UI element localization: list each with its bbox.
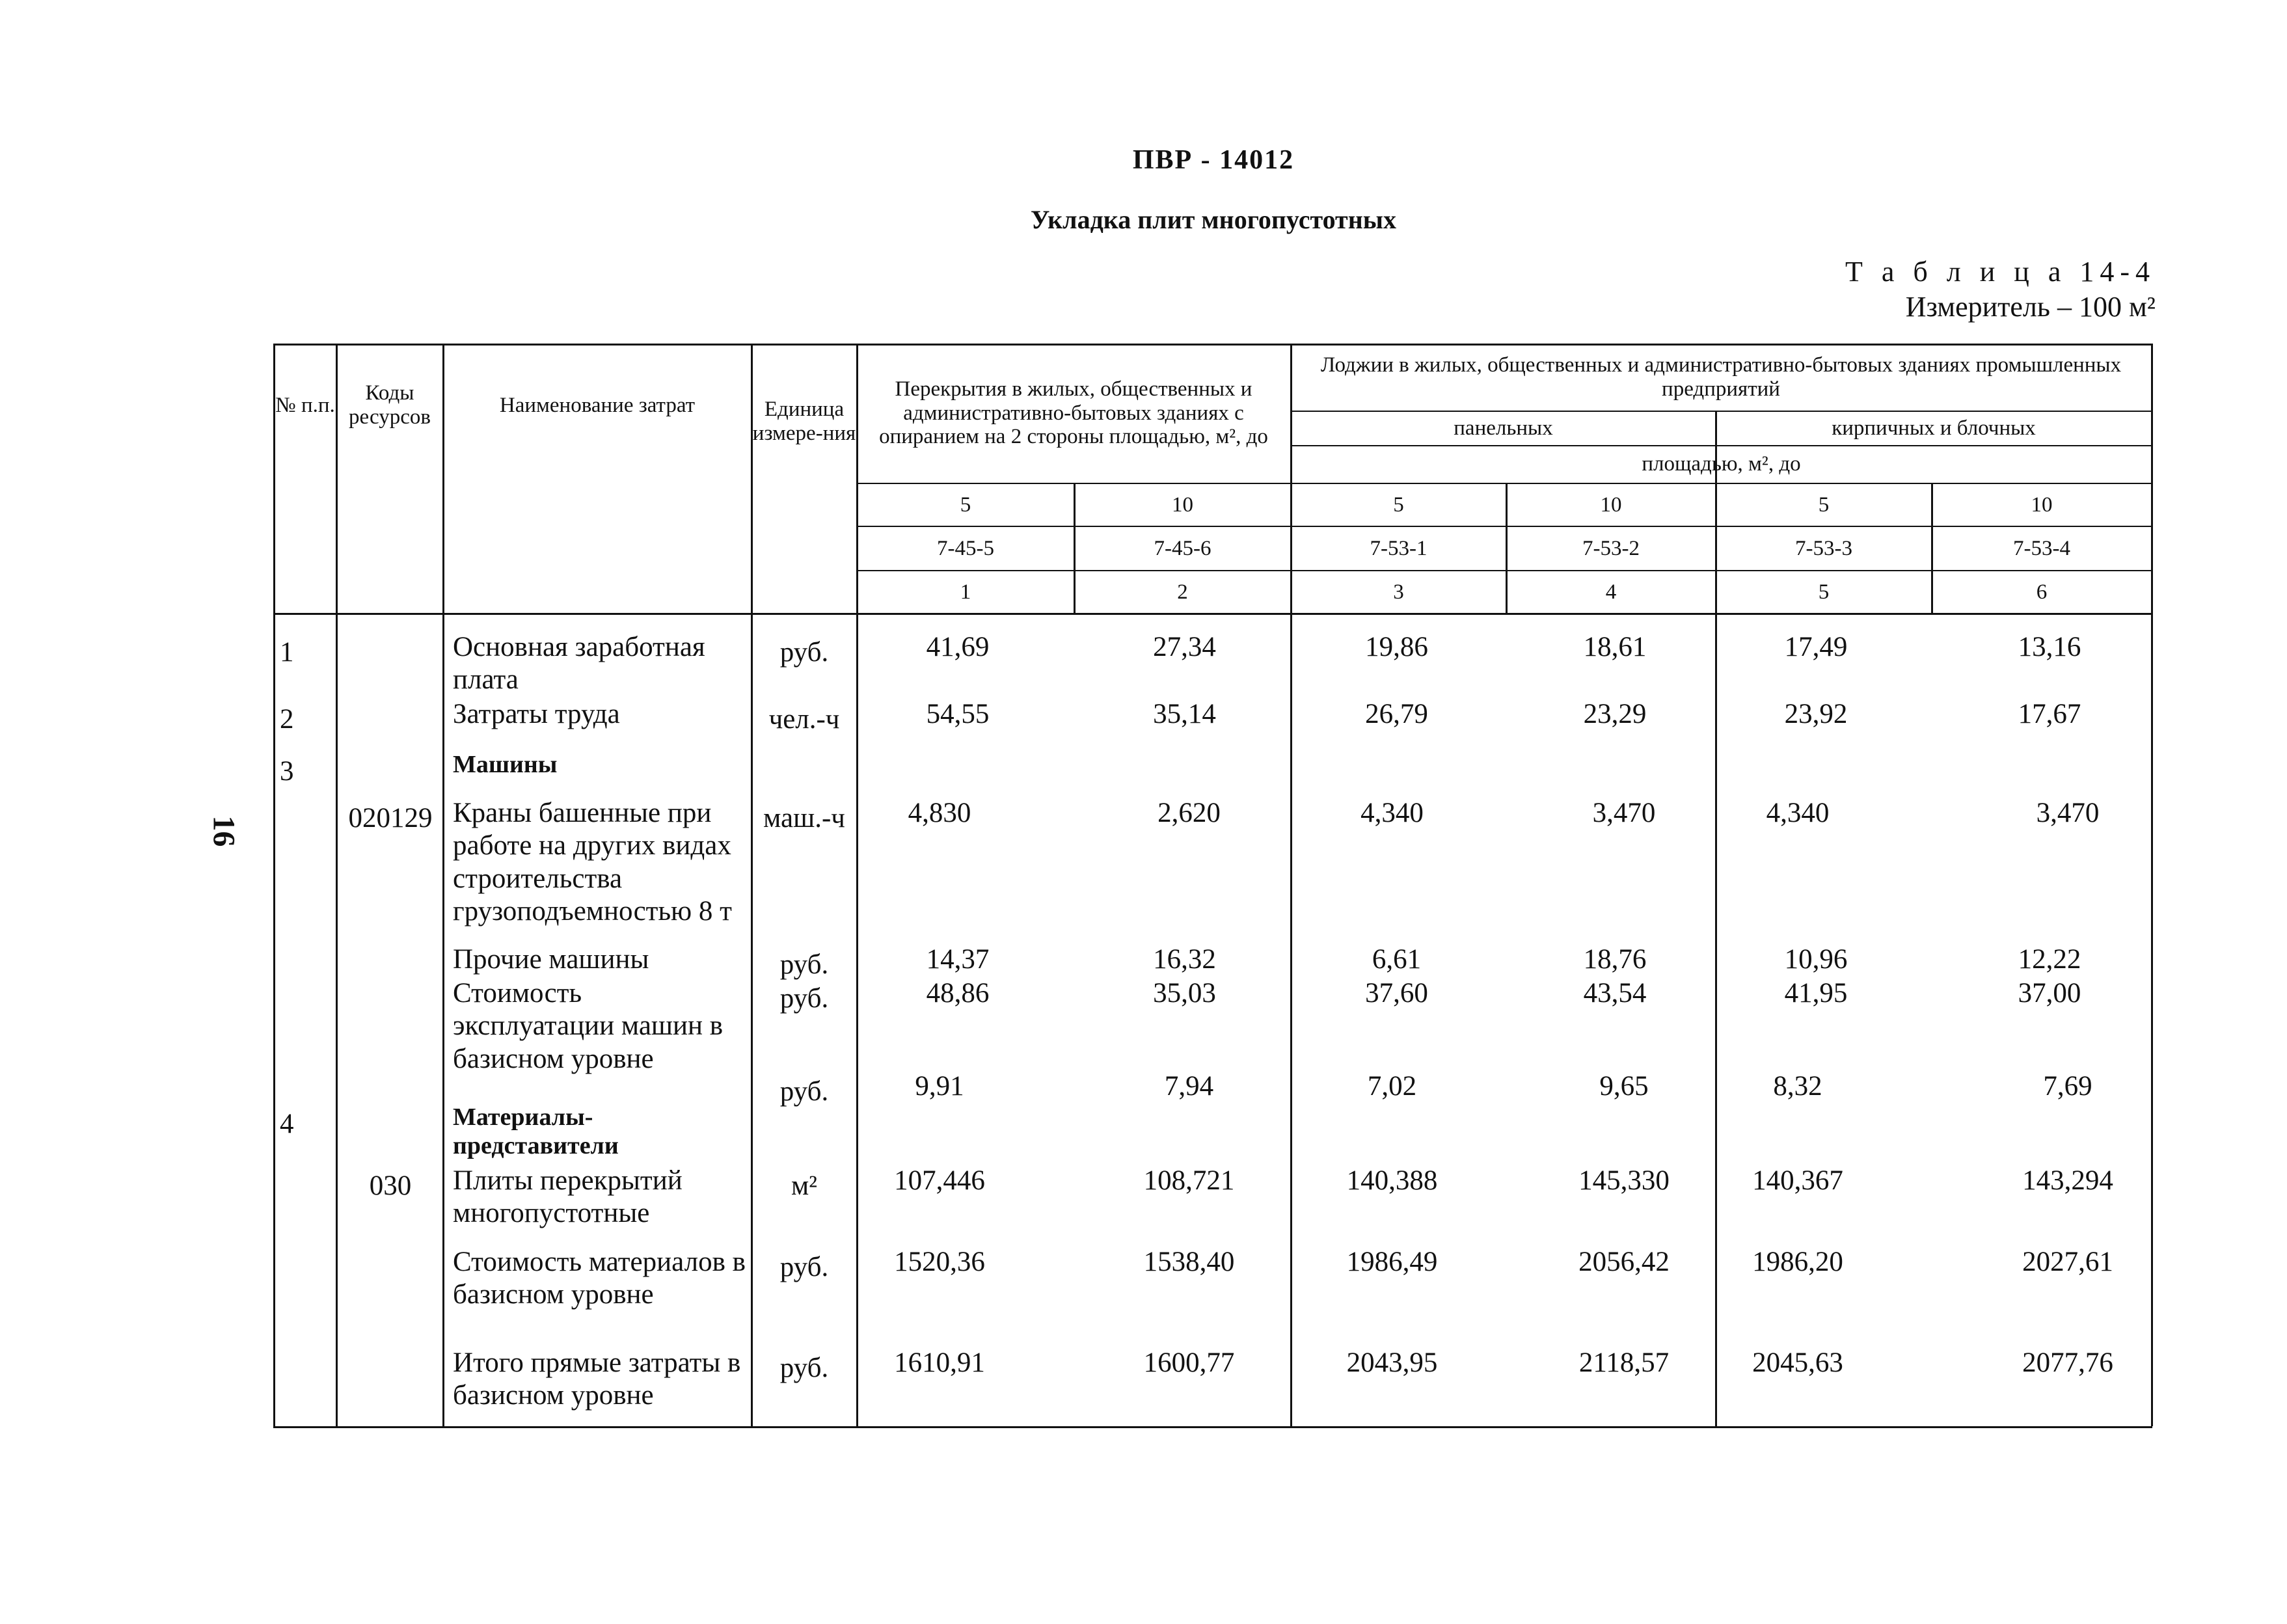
value-cell: 4,340 <box>1360 798 1424 828</box>
unit-cell: руб. <box>779 1076 829 1107</box>
value-cell: 107,446 <box>894 1165 985 1196</box>
value-cell: 3,470 <box>2036 798 2100 828</box>
value-cell: 7,94 <box>1164 1071 1214 1102</box>
header-area-cell: 10 <box>1172 493 1193 517</box>
value-cell: 145,330 <box>1578 1165 1670 1196</box>
value-cell: 12,22 <box>2018 944 2081 975</box>
table-border-bottom <box>273 1426 2152 1428</box>
value-cell: 140,367 <box>1752 1165 1843 1196</box>
header-name: Наименование затрат <box>499 393 696 417</box>
header-colnum-cell: 3 <box>1393 580 1404 604</box>
row-number: 4 <box>280 1108 294 1139</box>
value-cell: 48,86 <box>926 978 990 1008</box>
value-cell: 1520,36 <box>894 1247 985 1277</box>
header-area-cell: 5 <box>1818 493 1830 517</box>
unit-cell: руб. <box>779 636 829 668</box>
unit-cell: руб. <box>779 949 829 980</box>
value-cell: 4,340 <box>1766 798 1830 828</box>
value-cell: 140,388 <box>1346 1165 1438 1196</box>
header-area-cell: 10 <box>1600 493 1622 517</box>
table-label: Т а б л и ц а 14-4 <box>1845 256 2156 288</box>
unit-cell: руб. <box>779 1251 829 1282</box>
cost-name: Машины <box>453 751 558 778</box>
header-group-loggias: Лоджии в жилых, общественных и административно-бытовых зданиях промышленных предприятий <box>1320 353 2122 401</box>
value-cell: 2,620 <box>1157 798 1221 828</box>
header-sub-area: площадью, м², до <box>1642 452 1801 476</box>
value-cell: 17,49 <box>1784 632 1848 662</box>
header-area-cell: 10 <box>2031 493 2053 517</box>
value-cell: 13,16 <box>2018 632 2081 662</box>
value-cell: 2043,95 <box>1346 1347 1438 1378</box>
value-cell: 1610,91 <box>894 1347 985 1378</box>
row-number: 3 <box>280 755 294 787</box>
header-sub-panel: панельных <box>1454 416 1553 440</box>
value-cell: 8,32 <box>1773 1071 1822 1102</box>
value-cell: 2118,57 <box>1578 1347 1670 1378</box>
resource-code: 030 <box>369 1170 412 1201</box>
value-cell: 2045,63 <box>1752 1347 1843 1378</box>
table-border-left <box>273 344 275 1426</box>
unit-cell: м² <box>791 1170 818 1201</box>
header-colnum-cell: 1 <box>960 580 971 604</box>
value-cell: 1986,49 <box>1346 1247 1438 1277</box>
header-unit: Единица измере-ния <box>752 398 856 445</box>
header-code-cell: 7-53-1 <box>1370 536 1428 560</box>
resource-code: 020129 <box>348 802 433 833</box>
header-code-cell: 7-53-4 <box>2013 536 2070 560</box>
value-cell: 23,92 <box>1784 699 1848 729</box>
document-title: ПВР - 14012 <box>1132 145 1295 175</box>
value-cell: 2077,76 <box>2022 1347 2113 1378</box>
cost-name: Основная заработная плата <box>453 632 705 696</box>
cost-name: Плиты перекрытий многопустотные <box>453 1165 683 1229</box>
cost-name: Итого прямые затраты в базисном уровне <box>453 1347 741 1411</box>
cost-name: Стоимость эксплуатации машин в базисном уровне <box>453 978 724 1074</box>
value-cell: 1600,77 <box>1143 1347 1235 1378</box>
value-cell: 37,00 <box>2018 978 2081 1008</box>
cost-name: Краны башенные при работе на других видах строительства грузоподъемностью 8 т <box>453 798 732 927</box>
value-cell: 35,03 <box>1153 978 1216 1008</box>
unit-label: Измеритель – 100 м² <box>1905 291 2156 323</box>
header-area-cell: 5 <box>1393 493 1404 517</box>
header-colnum-cell: 2 <box>1177 580 1188 604</box>
value-cell: 7,69 <box>2043 1071 2092 1102</box>
unit-cell: руб. <box>779 982 829 1014</box>
value-cell: 35,14 <box>1153 699 1216 729</box>
value-cell: 19,86 <box>1365 632 1428 662</box>
value-cell: 9,91 <box>915 1071 964 1102</box>
header-no: № п.п. <box>275 393 335 417</box>
value-cell: 18,61 <box>1583 632 1647 662</box>
value-cell: 3,470 <box>1592 798 1656 828</box>
value-cell: 37,60 <box>1365 978 1428 1008</box>
value-cell: 6,61 <box>1372 944 1422 975</box>
value-cell: 23,29 <box>1583 699 1647 729</box>
header-code-cell: 7-45-6 <box>1154 536 1211 560</box>
value-cell: 2056,42 <box>1578 1247 1670 1277</box>
header-colnum-cell: 4 <box>1605 580 1617 604</box>
value-cell: 18,76 <box>1583 944 1647 975</box>
col-divider-codes <box>442 344 444 1426</box>
header-group-floors: Перекрытия в жилых, общественных и административно-бытовых зданиях с опиранием на 2 стороны площадью, м², до <box>879 377 1268 449</box>
header-code-cell: 7-53-3 <box>1795 536 1852 560</box>
row-number: 2 <box>280 703 294 735</box>
header-code-cell: 7-53-2 <box>1582 536 1640 560</box>
page-number: 16 <box>206 815 241 847</box>
value-cell: 14,37 <box>926 944 990 975</box>
unit-cell: маш.-ч <box>763 802 845 833</box>
value-cell: 143,294 <box>2022 1165 2113 1196</box>
header-colnum-cell: 5 <box>1818 580 1830 604</box>
header-area-cell: 5 <box>960 493 971 517</box>
value-cell: 43,54 <box>1583 978 1647 1008</box>
header-codes: Коды ресурсов <box>349 381 431 429</box>
value-cell: 41,69 <box>926 632 990 662</box>
value-cell: 4,830 <box>908 798 971 828</box>
header-sub-brick: кирпичных и блочных <box>1832 416 2036 440</box>
value-cell: 26,79 <box>1365 699 1428 729</box>
cost-name: Прочие машины <box>453 944 649 975</box>
header-code-cell: 7-45-5 <box>937 536 994 560</box>
value-cell: 27,34 <box>1153 632 1216 662</box>
cost-name: Материалы-представители <box>453 1103 619 1160</box>
value-cell: 41,95 <box>1784 978 1848 1008</box>
cost-name: Стоимость материалов в базисном уровне <box>453 1247 746 1310</box>
value-cell: 1538,40 <box>1143 1247 1235 1277</box>
value-cell: 7,02 <box>1367 1071 1417 1102</box>
value-cell: 17,67 <box>2018 699 2081 729</box>
unit-cell: чел.-ч <box>768 703 840 735</box>
value-cell: 2027,61 <box>2022 1247 2113 1277</box>
value-cell: 108,721 <box>1143 1165 1235 1196</box>
row-number: 1 <box>280 636 294 668</box>
document-subtitle: Укладка плит многопустотных <box>1031 205 1396 234</box>
cost-name: Затраты труда <box>453 699 620 729</box>
value-cell: 16,32 <box>1153 944 1216 975</box>
col-divider-no <box>336 344 338 1426</box>
value-cell: 54,55 <box>926 699 990 729</box>
header-bottom-line <box>273 613 2152 615</box>
value-cell: 10,96 <box>1784 944 1848 975</box>
value-cell: 9,65 <box>1599 1071 1649 1102</box>
unit-cell: руб. <box>779 1352 829 1383</box>
cost-table <box>273 344 2152 1426</box>
header-colnum-cell: 6 <box>2036 580 2048 604</box>
value-cell: 1986,20 <box>1752 1247 1843 1277</box>
